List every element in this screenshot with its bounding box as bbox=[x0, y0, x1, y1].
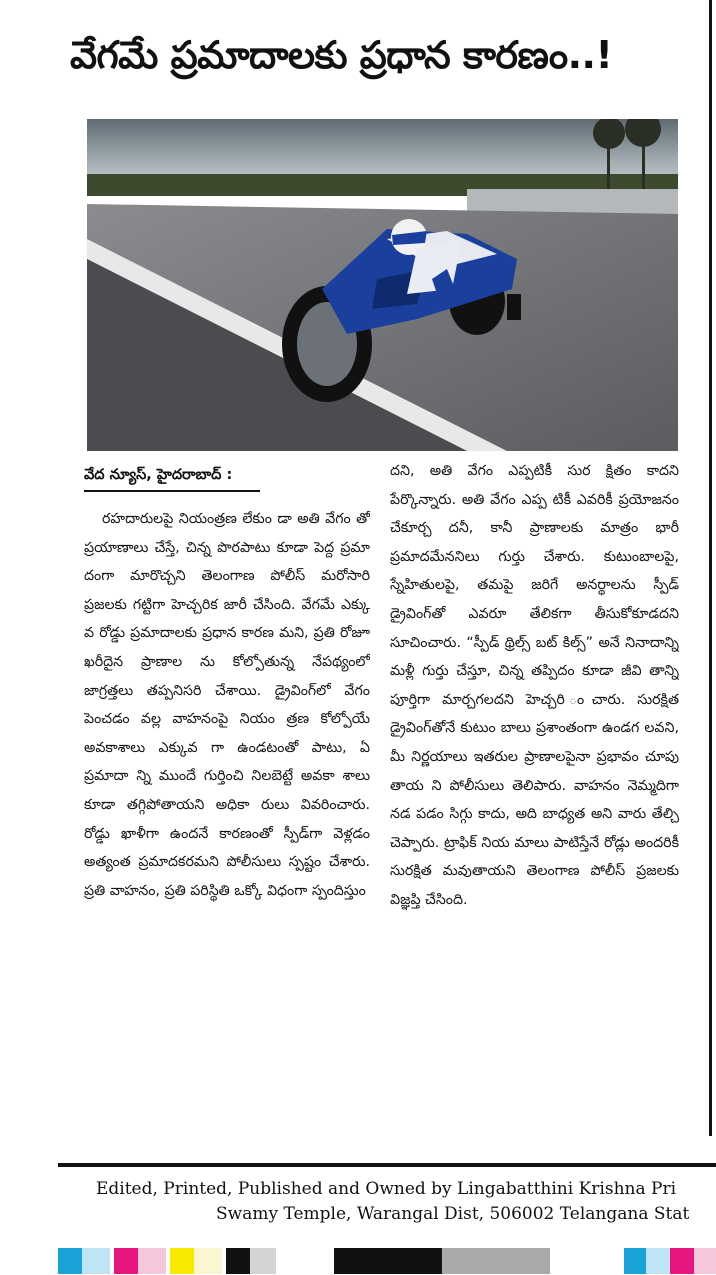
byline-underline bbox=[84, 490, 260, 492]
imprint-line-2: Swamy Temple, Warangal Dist, 506002 Telangana Stat bbox=[216, 1204, 690, 1224]
imprint-line-1: Edited, Printed, Published and Owned by Lingabatthini Krishna Pri bbox=[96, 1179, 677, 1199]
registration-swatch bbox=[646, 1248, 670, 1274]
article-paragraph-2: దని, అతి వేగం ఎప్పటికీ సుర క్షితం కాదని పేర్కొన్నారు. అతి వేగం ఎప్ప టికీ ఎవరికీ ప్రయోజనం చేకూర్చ దనీ, కానీ ప్రాణాలకు మాత్రం భారీ ప్రమాదమేననిలు గుర్తు చేశారు. కుటుంబాలపై, స్నేహితులపై, తమపై జరిగే అనర్థాలను స్పీడ్ డ్రైవింగ్‌తో ఎవరూ తేలికగా తీసుకోకూడదని సూచించారు. “స్పీడ్ థ్రిల్స్ బట్ కిల్స్” అనే నినాదాన్ని మళ్లీ గుర్తు చేస్తూ, చిన్న తప్పిదం కూడా జీవి తాన్ని పూర్తిగా మార్చగలదని హెచ్చరి ంచారు. సురక్షిత డ్రైవింగ్‌తోనే కుటుం బాలు ప్రశాంతంగా ఉండగ లవని, మీ నిర్ణయాలు ఇతరుల ప్రాణాలపైనా ప్రభావం చూపు తాయ ని పోలీసులు తెలిపారు. వాహనం నెమ్మదిగా నడ పడం సిగ్గు కాదు, అది బాధ్యత అని వారు తేల్చి చెప్పారు. ట్రాఫిక్ నియ మాలు పాటిస్తేనే రోడ్లు అందరికీ సురక్షిత మవుతాయని తెలంగాణ పోలీస్ ప్రజలకు విజ్ఞప్తి చేసింది. bbox=[390, 463, 679, 908]
registration-swatch bbox=[250, 1248, 276, 1274]
registration-swatch bbox=[82, 1248, 110, 1274]
footer-rule bbox=[58, 1163, 716, 1167]
byline: వేద న్యూస్, హైదరాబాద్ : bbox=[84, 467, 233, 483]
registration-swatch bbox=[114, 1248, 138, 1274]
article-column-2 bbox=[390, 457, 679, 1107]
column-rule bbox=[709, 0, 712, 1136]
registration-swatch bbox=[694, 1248, 716, 1274]
article-photo-motorcycle bbox=[87, 119, 678, 451]
registration-swatch bbox=[138, 1248, 166, 1274]
registration-swatch bbox=[226, 1248, 250, 1274]
registration-swatch bbox=[334, 1248, 442, 1274]
registration-swatch bbox=[670, 1248, 694, 1274]
registration-swatch bbox=[194, 1248, 222, 1274]
headline: వేగమే ప్రమాదాలకు ప్రధాన కారణం..! bbox=[70, 33, 613, 77]
registration-swatch bbox=[58, 1248, 82, 1274]
imprint bbox=[96, 1177, 716, 1237]
registration-swatch bbox=[442, 1248, 550, 1274]
registration-swatch bbox=[170, 1248, 194, 1274]
registration-swatch bbox=[624, 1248, 646, 1274]
article-paragraph-1: రహదారులపై నియంత్రణ లేకుం డా అతి వేగం తో ప్రయాణాలు చేస్తే, చిన్న పొరపాటు కూడా పెద్ద ప్రమా దంగా మారొచ్చని తెలంగాణ పోలీస్ మరోసారి ప్రజలకు గట్టిగా హెచ్చరిక జారీ చేసింది. వేగమే ఎక్కు వ రోడ్డు ప్రమాదాలకు ప్రధాన కారణ మని, ప్రతి రోజూ ఖరీదైన ప్రాణాల ను కోల్పోతున్న నేపథ్యంలో జాగ్రత్తలు తప్పనిసరి చేశాయి. డ్రైవింగ్‌లో వేగం పెంచడం వల్ల వాహనంపై నియం త్రణ కోల్పోయే అవకాశాలు ఎక్కువ గా ఉండటంతో పాటు, ఏ ప్రమాదా న్ని ముందే గుర్తించి నిలబెట్టే అవకా శాలు కూడా తగ్గిపోతాయని అధికా రులు వివరించారు. రోడ్డు ఖాళీగా ఉందనే కారణంతో స్పీడ్‌గా వెళ్లడం అత్యంత ప్రమాదకరమని పోలీసులు స్పష్టం చేశారు. ప్రతి వాహనం, ప్రతి పరిస్థితి ఒక్కో విధంగా స్పందిస్తుం bbox=[84, 511, 370, 899]
article-column-1 bbox=[84, 505, 370, 1093]
registration-marks bbox=[58, 1248, 716, 1274]
